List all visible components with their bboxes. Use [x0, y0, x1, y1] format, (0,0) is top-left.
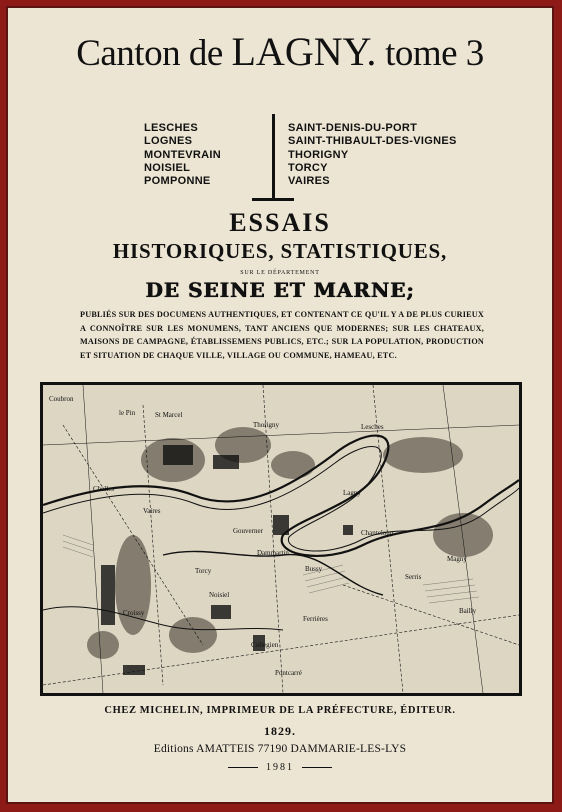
map-label: Ferrières	[303, 615, 328, 623]
title-prefix: Canton de	[76, 33, 223, 74]
title-lagny: LAGNY.	[231, 29, 377, 74]
commune-name: SAINT-DENIS-DU-PORT	[288, 122, 418, 134]
divider-horizontal	[252, 198, 294, 201]
subheading: HISTORIQUES, STATISTIQUES,	[112, 239, 448, 263]
reprint-year: 1981	[266, 762, 294, 773]
commune-name: NOISIEL	[144, 161, 191, 174]
map-label: Serris	[405, 573, 422, 581]
map-label: Thorigny	[253, 421, 280, 429]
dash-left	[228, 767, 258, 768]
map-label: Collegien	[251, 641, 279, 649]
heading-essais: ESSAIS	[229, 208, 331, 237]
map-label: Croissy	[123, 609, 145, 617]
commune-name: TORCY	[288, 161, 328, 174]
description-paragraph: PUBLIÉS SUR DES DOCUMENS AUTHENTIQUES, ET CONTENANT CE QU'IL Y A DE PLUS CURIEUX A CONNOÎTRE SUR LES MONUMENS, TANT ANCIENS QUE MODERNES; SUR LES CHATEAUX, MAISONS DE CAMPAGNE, ÉTABLISSEMENS PUBLICS, ETC.; SUR LA POPULATION, PRODUCTION ET SITUATION DE CHAQUE VILLE, VILLAGE OU COMMUNE, HAMEAU, ETC.	[80, 310, 484, 360]
map-label: Noisiel	[209, 591, 230, 599]
map-label: Coubron	[49, 395, 74, 403]
map-label: Lagny	[343, 489, 361, 497]
map-label: Gouverner	[233, 527, 263, 535]
communes-left-column	[144, 122, 221, 188]
map-label: Lesches	[361, 423, 384, 431]
map-label: Bailly	[459, 607, 477, 615]
map-label: Torcy	[195, 567, 212, 575]
map-label: St Marcel	[155, 411, 183, 419]
publisher-line: CHEZ MICHELIN, IMPRIMEUR DE LA PRÉFECTURE, ÉDITEUR.	[104, 705, 456, 716]
sur-le-departement: SUR LE DÉPARTEMENT	[240, 270, 320, 276]
map-label: Chanteloup	[361, 529, 394, 537]
commune-name: THORIGNY	[288, 148, 349, 161]
commune-name: VAIRES	[288, 175, 330, 188]
book-cover	[6, 6, 554, 804]
dash-right	[302, 767, 332, 768]
map-label: Vaires	[143, 507, 161, 515]
title-volume: tome 3	[385, 33, 484, 74]
commune-name: POMPONNE	[144, 175, 211, 188]
commune-name: LOGNES	[144, 135, 193, 148]
publication-year: 1829.	[264, 724, 296, 738]
map-label: Pontcarré	[275, 669, 302, 677]
commune-name: MONTEVRAIN	[144, 148, 221, 161]
map-drawing	[43, 385, 519, 693]
map-label: Chelles	[93, 485, 114, 493]
map-label: Magny	[447, 555, 467, 563]
commune-name: LESCHES	[144, 122, 199, 134]
communes-right-column	[288, 122, 457, 188]
cover-title	[8, 28, 552, 75]
engraved-map	[40, 382, 522, 696]
reprint-dateline	[8, 762, 552, 773]
department-name: DE SEINE ET MARNE;	[145, 278, 415, 302]
map-label: Dammartin	[257, 549, 289, 557]
map-label: Bussy	[305, 565, 323, 573]
editions-line: Editions AMATTEIS 77190 DAMMARIE-LES-LYS	[153, 743, 407, 755]
divider-vertical	[272, 114, 275, 199]
commune-name: SAINT-THIBAULT-DES-VIGNES	[288, 135, 457, 148]
map-label: le Pin	[119, 409, 136, 417]
